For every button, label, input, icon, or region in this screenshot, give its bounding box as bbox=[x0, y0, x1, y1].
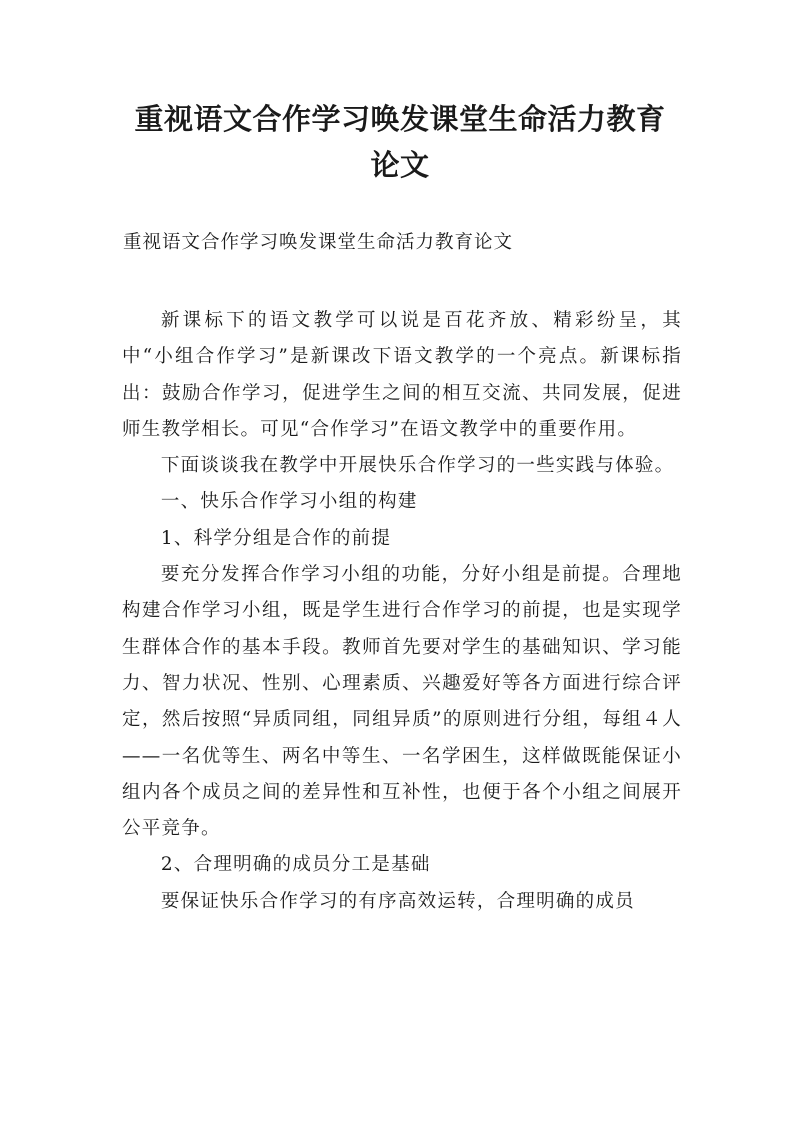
paragraph: 要保证快乐合作学习的有序高效运转，合理明确的成员 bbox=[160, 890, 635, 912]
paragraph: 要充分发挥合作学习小组的功能，分好小组是前提。合理地构建合作学习小组，既是学生进行合作学习的前提，也是实现学生群体合作的基本手段。教师首先要对学生的基础知识、学习能力、智力状况、性别、心理素质、兴趣爱好等各方面进行综合评定，然后按照“异质同组，同组异质”的原则进行分组，每组４人——一名优等生、两名中等生、一名学困生，这样做既能保证小组内各个成员之间的差异性和互补性，也便于各个小组之间展开公平竞争。 bbox=[122, 564, 682, 840]
section-heading: 一、快乐合作学习小组的构建 bbox=[160, 491, 418, 513]
subsection-heading: 2、合理明确的成员分工是基础 bbox=[160, 854, 431, 876]
subsection-heading: 1、科学分组是合作的前提 bbox=[160, 527, 392, 549]
paragraph: 新课标下的语文教学可以说是百花齐放、精彩纷呈，其中“小组合作学习”是新课改下语文教学的一个亮点。新课标指出：鼓励合作学习，促进学生之间的相互交流、共同发展，促进师生教学相长。可见“合作学习”在语文教学中的重要作用。 bbox=[122, 310, 682, 440]
document-title: 重视语文合作学习唤发课堂生命活力教育论文 bbox=[134, 102, 666, 182]
document-body bbox=[122, 303, 682, 920]
document-subtitle: 重视语文合作学习唤发课堂生命活力教育论文 bbox=[123, 232, 514, 253]
paragraph: 下面谈谈我在教学中开展快乐合作学习的一些实践与体验。 bbox=[160, 455, 675, 477]
